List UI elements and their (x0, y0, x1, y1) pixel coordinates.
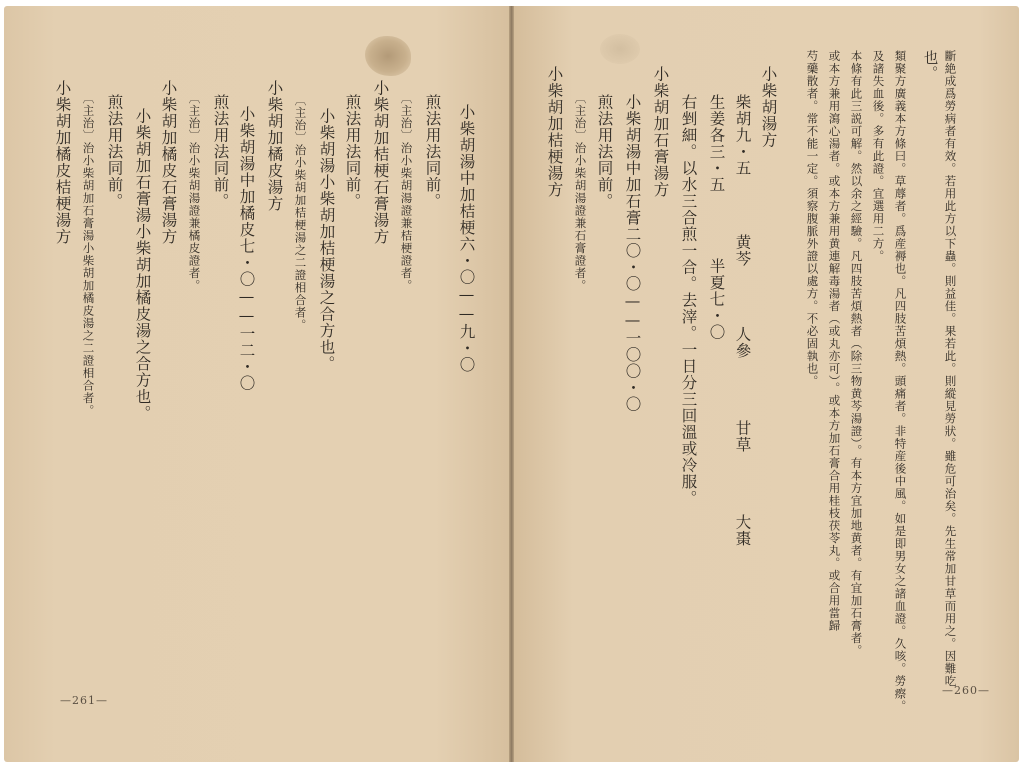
right-page-text-column: 半夏七・〇 (707, 258, 726, 341)
right-page-text-column: 及諸失血後。多有此證。宜選用二方。 (871, 50, 886, 263)
right-page-text-column: 小柴胡湯中加石膏二〇・〇——一〇〇・〇 (623, 94, 642, 413)
right-page-text-column: 類聚方廣義本方條曰。草蓐者。爲産褥也。凡四肢苦煩熱。頭痛者。非特産後中風。如是即男女之諸血證。久咳。勞瘵。 (893, 50, 908, 713)
right-page-text-column: 小柴胡湯方 (759, 66, 778, 149)
right-page-text-column: 斷絶成爲勞病者有效。若用此方以下蟲。則益佳。果若此。則縱見勞狀。雖危可治矣。先生常加甘草而用之。因難吃 (943, 50, 958, 688)
right-page-text-column: 小柴胡加石膏湯方 (651, 66, 670, 198)
left-page-text-column: 小柴胡湯中加桔梗六・〇——九・〇 (457, 104, 476, 373)
right-page-text-column: 小柴胡加桔梗湯方 (545, 66, 564, 198)
right-page-text-column: 甘草 (733, 420, 752, 453)
left-page-text-column: 小柴胡加橘皮石膏湯方 (159, 80, 178, 245)
left-page-text-column: 煎法用法同前。 (423, 94, 442, 210)
left-page-text-column: 煎法用法同前。 (105, 94, 124, 210)
right-page-text-column: 芍藥散者。常不能一定。須察腹脈外證以處方。不必固執也。 (805, 50, 820, 388)
right-page-text-column: 人參 (733, 326, 752, 359)
left-page-text-column: 小柴胡加桔梗石膏湯方 (371, 80, 390, 245)
right-page-text-column: 〔主治〕治小柴胡湯證兼石膏證者。 (573, 92, 588, 292)
right-page-text-column: 煎法用法同前。 (595, 94, 614, 210)
left-page-text-column: 煎法用法同前。 (343, 94, 362, 210)
right-page-text-column: 或本方兼用瀉心湯者。或本方兼用黄連解毒湯者（或丸亦可）。或本方加石膏合用桂枝茯苓丸。或合用當歸 (827, 50, 842, 632)
left-page-text-column: 〔主治〕治小柴胡湯證兼桔梗證者。 (399, 92, 414, 292)
paper-stain-faint (600, 34, 640, 64)
left-page-text-column: 小柴胡加橘皮湯方 (265, 80, 284, 212)
left-page-text-column: 小柴胡湯中加橘皮七・〇——一二・〇 (237, 106, 256, 392)
right-page-text-column: 柴胡九・五 (733, 94, 752, 177)
left-page-text-column: 小柴胡湯小柴胡加桔梗湯之合方也。 (317, 108, 336, 372)
right-page-text-column: 右剉細。以水三合煎一合。去滓。一日分三回溫或冷服。 (679, 94, 698, 507)
right-page-text-column: 大棗 (733, 514, 752, 547)
left-page-text-column: 〔主治〕治小柴胡加桔梗湯之二證相合者。 (293, 94, 308, 332)
left-page-text-column: 煎法用法同前。 (211, 94, 230, 210)
book-gutter (509, 6, 514, 762)
left-page-text-column: 〔主治〕治小柴胡加石膏湯小柴胡加橘皮湯之二證相合者。 (81, 92, 96, 417)
left-page-number: —261— (60, 694, 108, 707)
left-page-text-column: 小柴胡加橘皮桔梗湯方 (53, 80, 72, 245)
right-page-text-column: 本條有此三説可解。然以余之經驗。凡四肢苦煩熱者（除三物黄芩湯證）。有本方宜加地黄者。有宜加石膏者。 (849, 50, 864, 657)
right-page-number: —260— (942, 684, 990, 697)
right-page-text-column: 也。 (921, 50, 938, 81)
right-page-text-column: 黄芩 (733, 234, 752, 267)
right-page-text-column: 生姜各三・五 (707, 94, 726, 193)
paper-stain (365, 36, 411, 76)
left-page-text-column: 小柴胡加石膏湯小柴胡加橘皮湯之合方也。 (133, 108, 152, 422)
left-page-text-column: 〔主治〕治小柴胡湯證兼橘皮證者。 (187, 92, 202, 292)
